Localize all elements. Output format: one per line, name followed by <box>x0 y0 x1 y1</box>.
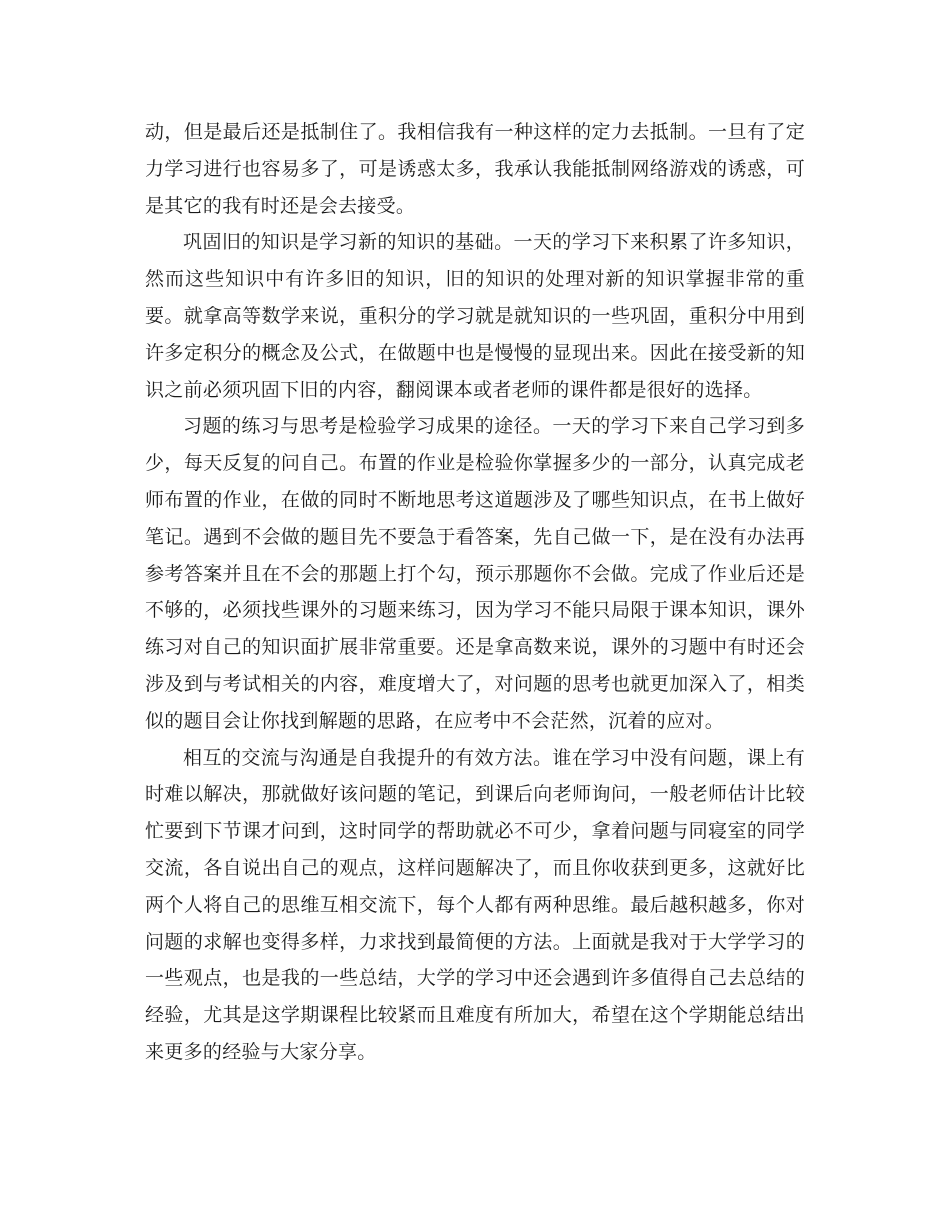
paragraph-consolidate-knowledge: 巩固旧的知识是学习新的知识的基础。一天的学习下来积累了许多知识，然而这些知识中有许多旧的知识，旧的知识的处理对新的知识掌握非常的重要。就拿高等数学来说，重积分的学习就是就知识的一些巩固，重积分中用到许多定积分的概念及公式，在做题中也是慢慢的显现出来。因此在接受新的知识之前必须巩固下旧的内容，翻阅课本或者老师的课件都是很好的选择。 <box>145 231 805 401</box>
paragraph-continuation: 动，但是最后还是抵制住了。我相信我有一种这样的定力去抵制。一旦有了定力学习进行也容易多了，可是诱惑太多，我承认我能抵制网络游戏的诱惑，可是其它的我有时还是会去接受。 <box>145 121 805 217</box>
document-body <box>145 114 805 1071</box>
paragraph-communication: 相互的交流与沟通是自我提升的有效方法。谁在学习中没有问题，课上有时难以解决，那就做好该问题的笔记，到课后向老师询问，一般老师估计比较忙要到下节课才问到，这时同学的帮助就必不可少，拿着问题与同寝室的同学交流，各自说出自己的观点，这样问题解决了，而且你收获到更多，这就好比两个人将自己的思维互相交流下，每个人都有两种思维。最后越积越多，你对问题的求解也变得多样，力求找到最简便的方法。上面就是我对于大学学习的一些观点，也是我的一些总结，大学的学习中还会遇到许多值得自己去总结的经验，尤其是这学期课程比较紧而且难度有所加大，希望在这个学期能总结出来更多的经验与大家分享。 <box>145 746 805 1063</box>
paragraph-exercise-practice: 习题的练习与思考是检验学习成果的途径。一天的学习下来自己学习到多少，每天反复的问自己。布置的作业是检验你掌握多少的一部分，认真完成老师布置的作业，在做的同时不断地思考这道题涉及了哪些知识点，在书上做好笔记。遇到不会做的题目先不要急于看答案，先自己做一下，是在没有办法再参考答案并且在不会的那题上打个勾，预示那题你不会做。完成了作业后还是不够的，必须找些课外的习题来练习，因为学习不能只局限于课本知识，课外练习对自己的知识面扩展非常重要。还是拿高数来说，课外的习题中有时还会涉及到与考试相关的内容，难度增大了，对问题的思考也就更加深入了，相类似的题目会让你找到解题的思路，在应考中不会茫然，沉着的应对。 <box>145 415 805 732</box>
